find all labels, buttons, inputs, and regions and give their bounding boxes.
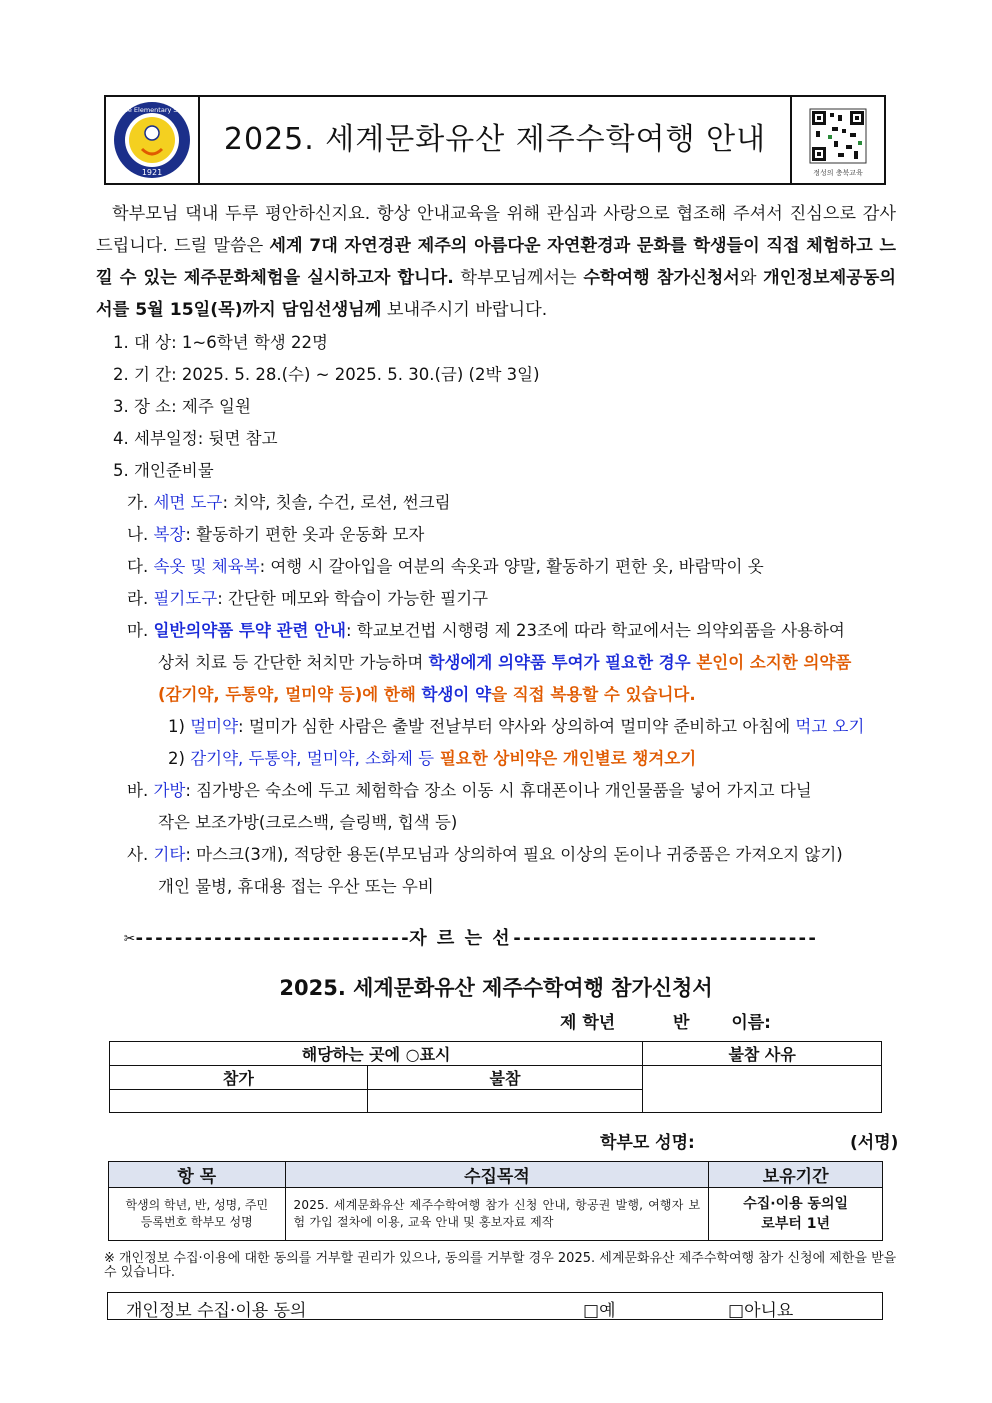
purpose-cell: 2025. 세계문화유산 제주수학여행 참가 신청 안내, 항공권 발행, 여행자 보험 가입 절차에 이용, 교육 안내 및 홍보자료 제작 [285,1188,709,1241]
prep-ma-text2a: 상처 치료 등 간단한 처치만 가능하며 [158,653,429,672]
prep-ma-sub1-end: 먹고 오기 [795,717,865,736]
prep-ra-mark: 라. [127,589,154,608]
prep-sa-text2: 개인 물병, 휴대용 접는 우산 또는 우비 [158,877,434,896]
prep-ba-label: 가방 [153,781,186,800]
cut-dashes-right: ------------------------------- [511,928,817,949]
prep-ma-line2 [158,652,851,674]
form-title: 2025. 세계문화유산 제주수학여행 참가신청서 [279,976,713,1000]
prep-ma-label: 일반의약품 투약 관련 안내 [153,621,346,640]
absent-cell[interactable] [367,1090,643,1113]
parent-sign-label: 학부모 성명: [600,1133,695,1153]
prep-ga-text: : 치약, 칫솔, 수건, 로션, 썬크림 [222,493,451,512]
cut-dashes-left: ---------------------------- [133,928,410,949]
consent-yes-label: 예 [599,1301,616,1321]
prep-ma-sub1 [168,716,864,738]
page-title: 2025. 세계문화유산 제주수학여행 안내 [223,122,767,157]
prep-ba-mark: 바. [127,781,154,800]
prep-ba-text2: 작은 보조가방(크로스백, 슬링백, 힙색 등) [158,813,458,832]
item-period: 2. 기 간: 2025. 5. 28.(수) ~ 2025. 5. 30.(금) (2박 3일) [113,365,540,384]
intro-part7: 보내주시기 바랍니다. [381,300,548,320]
prep-ba-line1 [127,780,812,802]
prep-ra [127,588,488,610]
item-schedule: 4. 세부일정: 뒷면 참고 [113,429,278,448]
attend-cell[interactable] [110,1090,368,1113]
item-prep: 5. 개인준비물 [113,461,214,480]
prep-da-label: 속옷 및 체육복 [153,557,260,576]
intro-part5: 와 [739,268,764,288]
prep-ma-sub2 [168,748,696,770]
prep-ma-text2b: 학생에게 의약품 투여가 필요한 경우 [428,653,691,672]
checkbox-no-icon[interactable]: □ [728,1301,745,1321]
prep-ma-line3 [158,684,696,706]
intro-part2: 세계 7대 자연경관 제주의 아름다운 자연환경과 문화를 학생들이 직접 체험하고 느낄 수 있는 제주문화체험을 실시하고자 합니다. [96,236,897,288]
prep-ma-text3c: 을 직접 복용할 수 있습니다. [491,685,696,704]
prep-sa-line1 [127,844,843,866]
class-grade: 제 학년 [560,1013,616,1033]
prep-ga [127,492,451,514]
prep-ma-text3a: (감기약, 두통약, 멀미약 등)에 한해 [158,685,416,704]
prep-da [127,556,764,578]
reason-header: 불참 사유 [643,1042,882,1066]
intro-part4: 수학여행 참가신청서 [583,268,740,288]
intro-part6: 개인정보제공동의서를 5월 15일(목)까지 담임선생님께 [96,268,896,320]
prep-na-label: 복장 [153,525,186,544]
prep-da-text: : 여행 시 갈아입을 여분의 속옷과 양말, 활동하기 편한 옷, 바람막이 옷 [259,557,764,576]
consent-no-label: 아니요 [744,1301,794,1321]
reason-cell[interactable] [643,1066,882,1113]
consent-yes[interactable] [583,1296,616,1321]
prep-ma-sub2-text: 필요한 상비약은 개인별로 챙겨오기 [434,749,697,768]
privacy-table [108,1161,883,1241]
checkbox-yes-icon[interactable]: □ [583,1301,600,1321]
prep-na-mark: 나. [127,525,154,544]
header-box [104,95,886,185]
logo-school-text: Amnae Elementary School [108,106,196,114]
col-item: 항 목 [109,1162,286,1188]
cut-line [124,924,817,950]
class-ban: 반 [673,1013,690,1033]
prep-ga-label: 세면 도구 [153,493,223,512]
qr-code-icon [792,97,884,183]
prep-ma-text3b: 학생이 약 [415,685,492,704]
consent-label: 개인정보 수집·이용 동의 [126,1301,307,1321]
intro-part3: 학부모님께서는 [453,268,584,288]
prep-ma-sub1-text: : 멀미가 심한 사람은 출발 전날부터 약사와 상의하여 멀미약 준비하고 아침에 [238,717,796,736]
school-logo [106,97,200,183]
prep-na [127,524,424,546]
sign-mark: (서명) [850,1133,899,1153]
period-cell: 수집·이용 동의일로부터 1년 [709,1188,883,1241]
class-info [560,1008,771,1033]
prep-ma-text1: : 학교보건법 시행령 제 23조에 따라 학교에서는 의약외품을 사용하여 [346,621,845,640]
prep-na-text: : 활동하기 편한 옷과 운동화 모자 [185,525,425,544]
intro-paragraph [96,198,896,326]
prep-sa-mark: 사. [127,845,154,864]
item-target: 1. 대 상: 1~6학년 학생 22명 [113,333,328,352]
scissors-icon: ✂ [124,928,134,949]
absent-header: 불참 [367,1066,643,1090]
cut-label: 자 르 는 선 [409,928,512,949]
col-purpose: 수집목적 [285,1162,709,1188]
item-place: 3. 장 소: 제주 일원 [113,397,251,416]
prep-sa-text1: : 마스크(3개), 적당한 용돈(부모님과 상의하여 필요 이상의 돈이나 귀중품은 가져오지 않기) [185,845,843,864]
attend-header: 참가 [110,1066,368,1090]
prep-ma-mark: 마. [127,621,154,640]
qr-caption: 정성의 충북교육 [813,169,863,177]
attendance-table [109,1041,882,1113]
consent-box [107,1292,883,1320]
prep-ra-label: 필기도구 [153,589,218,608]
item-cell: 학생의 학년, 반, 성명, 주민등록번호 학부모 성명 [109,1188,286,1241]
consent-no[interactable] [728,1296,793,1321]
mark-header: 해당하는 곳에 ○표시 [110,1042,643,1066]
prep-ma-line1 [127,620,845,642]
prep-ma-sub2-label: 감기약, 두통약, 멀미약, 소화제 등 [190,749,435,768]
school-emblem-icon [106,97,198,183]
prep-ba-text1: : 짐가방은 숙소에 두고 체험학습 장소 이동 시 휴대폰이나 개인물품을 넣어 가지고 다닐 [185,781,812,800]
class-name: 이름: [731,1013,771,1033]
prep-ma-sub1-label: 멀미약 [190,717,239,736]
prep-da-mark: 다. [127,557,154,576]
prep-ma-sub2-mark: 2) [168,749,191,768]
qr-box [790,97,884,183]
prep-ma-sub1-mark: 1) [168,717,191,736]
logo-year: 1921 [141,168,163,177]
prep-ga-mark: 가. [127,493,154,512]
prep-sa-label: 기타 [153,845,186,864]
privacy-note: ※ 개인정보 수집·이용에 대한 동의를 거부할 권리가 있으나, 동의를 거부할 경우 2025. 세계문화유산 제주수학여행 참가 신청에 제한을 받을 수 있습니다. [104,1251,897,1280]
prep-ma-text2c: 본인이 소지한 의약품 [690,653,852,672]
prep-ra-text: : 간단한 메모와 학습이 가능한 필기구 [217,589,489,608]
intro-part1: 학부모님 댁내 두루 평안하신지요. 항상 안내교육을 위해 관심과 사랑으로 협조해 주셔서 진심으로 감사드립니다. 드릴 말씀은 [96,204,896,256]
col-period: 보유기간 [709,1162,883,1188]
